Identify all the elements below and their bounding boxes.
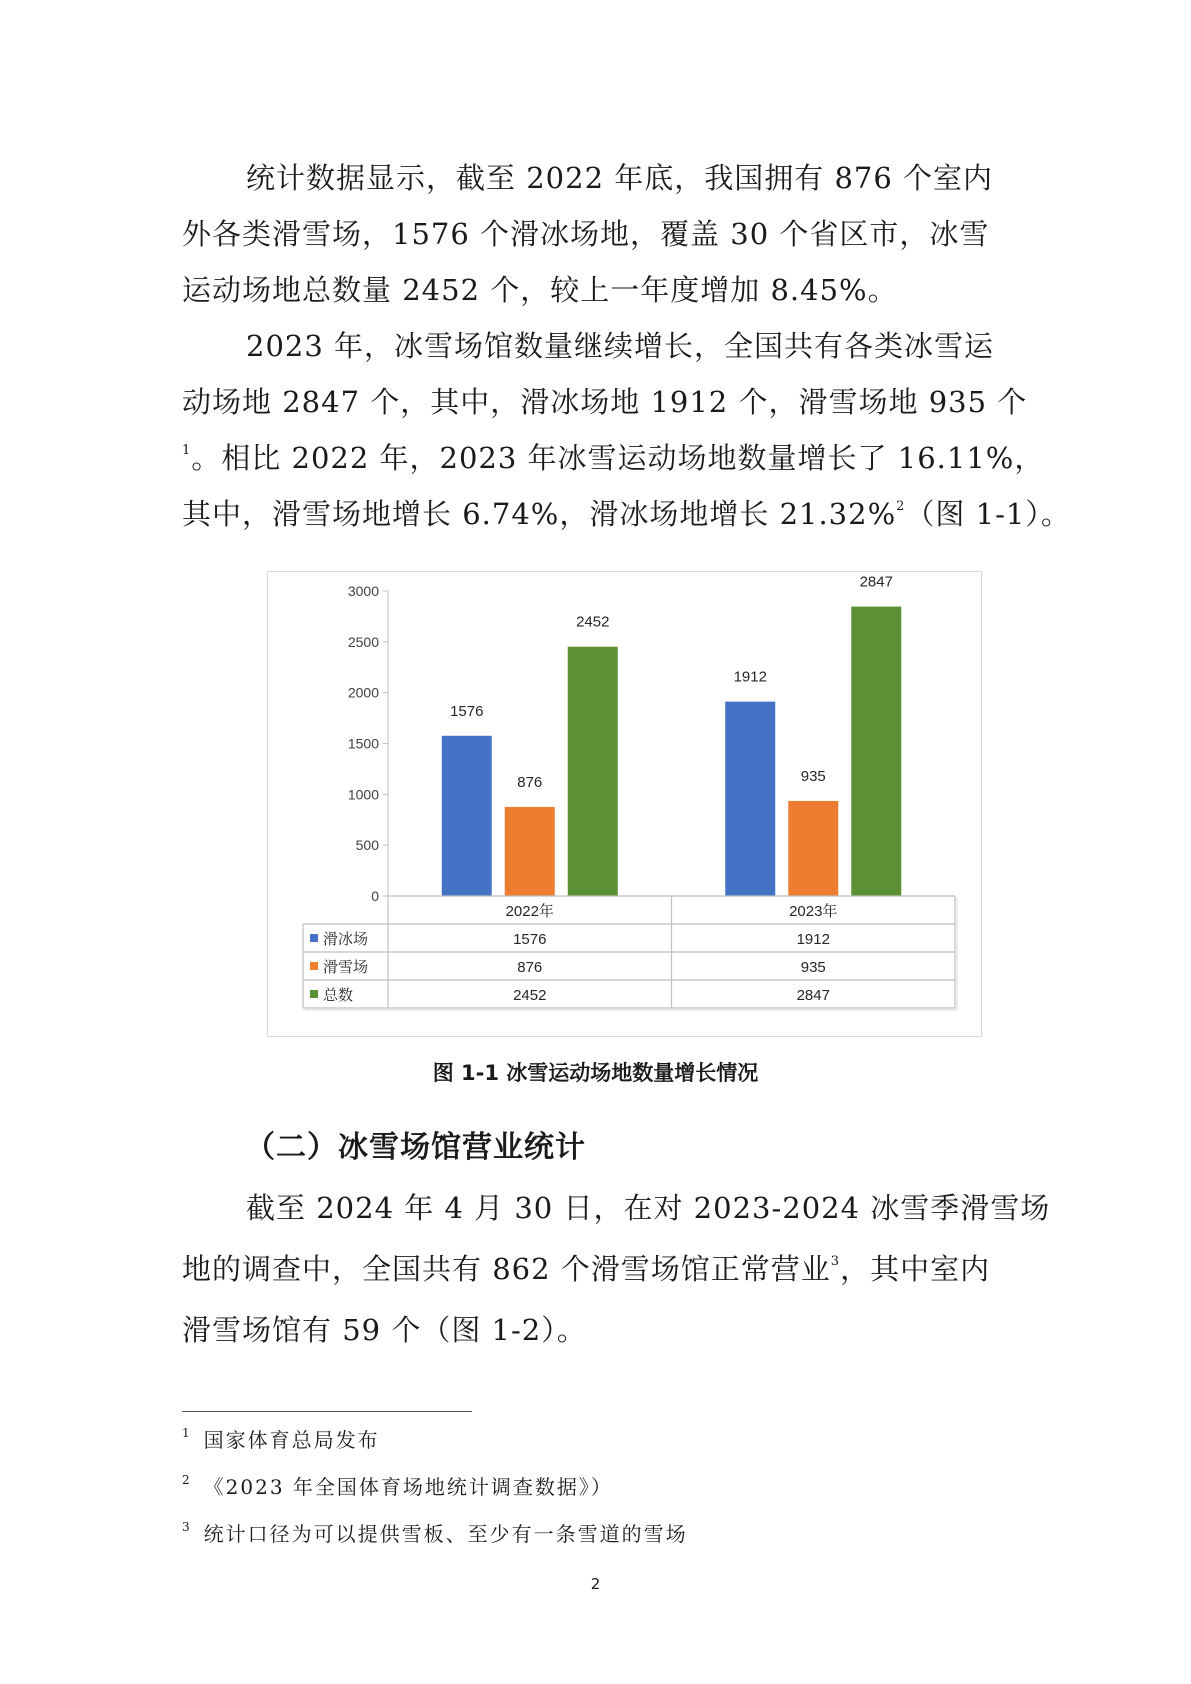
legend-key — [310, 934, 318, 942]
legend-series-name: 总数 — [323, 987, 354, 1004]
footnote-2 — [182, 1471, 613, 1500]
footnote-ref-2[interactable]: 2 — [896, 499, 906, 514]
paragraph-2 — [182, 318, 1071, 542]
footnote-3 — [182, 1518, 688, 1547]
table-cell-value: 2847 — [796, 987, 830, 1004]
paragraph-3-line-2-text-a: 地的调查中，全国共有 862 个滑雪场馆正常营业 — [182, 1252, 831, 1286]
table-cell-value: 935 — [800, 959, 826, 976]
footnote-text: 统计口径为可以提供雪板、至少有一条雪道的雪场 — [203, 1522, 688, 1546]
y-tick-label: 2500 — [347, 633, 379, 650]
paragraph-3-line-2 — [182, 1239, 1012, 1300]
bar-chart — [267, 571, 982, 1037]
bar-data-label: 2847 — [859, 573, 893, 591]
footnote-text: 国家体育总局发布 — [203, 1428, 380, 1452]
table-cell-value: 1912 — [796, 931, 830, 948]
paragraph-1-line-3: 运动场地总数量 2452 个，较上一年度增加 8.45%。 — [182, 273, 898, 307]
footnote-ref-3[interactable]: 3 — [830, 1254, 841, 1269]
page-number: 2 — [590, 1575, 601, 1593]
y-tick-label: 1500 — [347, 735, 379, 752]
bar — [442, 736, 492, 896]
legend-series-name: 滑冰场 — [323, 931, 369, 948]
paragraph-2-line-3-text: 。相比 2022 年，2023 年冰雪运动场地数量增长了 16.11%， — [191, 441, 1045, 475]
bar-data-label: 876 — [517, 773, 543, 791]
table-cell-value: 1576 — [513, 931, 547, 948]
footnote-ref-1[interactable]: 1 — [182, 443, 192, 458]
paragraph-2-line-1: 2023 年，冰雪场馆数量继续增长，全国共有各类冰雪运 — [246, 329, 995, 363]
y-tick-label: 3000 — [347, 583, 379, 599]
bar — [568, 647, 618, 896]
y-tick-label: 500 — [355, 837, 379, 854]
legend-key — [310, 990, 318, 998]
paragraph-3 — [182, 1178, 1051, 1361]
bar-data-label: 1576 — [450, 702, 484, 720]
legend-series-name: 滑雪场 — [323, 959, 369, 976]
paragraph-3-line-3: 滑雪场馆有 59 个（图 1-2）。 — [182, 1313, 587, 1347]
paragraph-3-line-1: 截至 2024 年 4 月 30 日，在对 2023-2024 冰雪季滑雪场 — [246, 1191, 1051, 1225]
paragraph-2-line-4-text-b: （图 1-1）。 — [905, 497, 1071, 531]
footnote-1 — [182, 1424, 380, 1453]
chart-canvas — [268, 572, 981, 1036]
y-tick-label: 2000 — [347, 684, 379, 701]
bar — [851, 607, 901, 896]
table-cell-value: 876 — [517, 959, 543, 976]
footnote-divider — [182, 1411, 472, 1412]
paragraph-1-line-1: 统计数据显示，截至 2022 年底，我国拥有 876 个室内 — [246, 161, 994, 195]
paragraph-1-line-2: 外各类滑雪场，1576 个滑冰场地，覆盖 30 个省区市，冰雪 — [182, 217, 990, 251]
bar-data-label: 935 — [800, 767, 826, 785]
y-tick-label: 1000 — [347, 786, 379, 803]
bar-data-label: 2452 — [576, 613, 610, 631]
bar-data-label: 1912 — [733, 668, 767, 686]
paragraph-2-line-4 — [182, 486, 1071, 542]
paragraph-3-line-2-text-b: ，其中室内 — [840, 1252, 991, 1286]
footnote-text: 《2023 年全国体育场地统计调查数据》） — [203, 1475, 613, 1499]
paragraph-2-line-4-text-a: 其中，滑雪场地增长 6.74%，滑冰场地增长 21.32% — [182, 497, 897, 531]
table-cell-value: 2452 — [513, 987, 547, 1004]
category-label: 2022年 — [505, 903, 554, 920]
paragraph-2-line-2: 动场地 2847 个，其中，滑冰场地 1912 个，滑雪场地 935 个 — [182, 385, 1028, 419]
footnote-number: 1 — [182, 1426, 190, 1440]
category-label: 2023年 — [789, 903, 838, 920]
legend-key — [310, 962, 318, 970]
paragraph-2-line-3 — [182, 430, 1045, 486]
bar — [788, 801, 838, 896]
bar — [505, 807, 555, 896]
footnote-number: 2 — [182, 1473, 190, 1487]
bar — [725, 702, 775, 896]
section-heading: （二）冰雪场馆营业统计 — [245, 1130, 586, 1165]
paragraph-1 — [182, 150, 1012, 318]
figure-caption: 图 1-1 冰雪运动场地数量增长情况 — [432, 1061, 759, 1085]
y-tick-label: 0 — [371, 888, 379, 904]
footnote-number: 3 — [182, 1520, 190, 1534]
